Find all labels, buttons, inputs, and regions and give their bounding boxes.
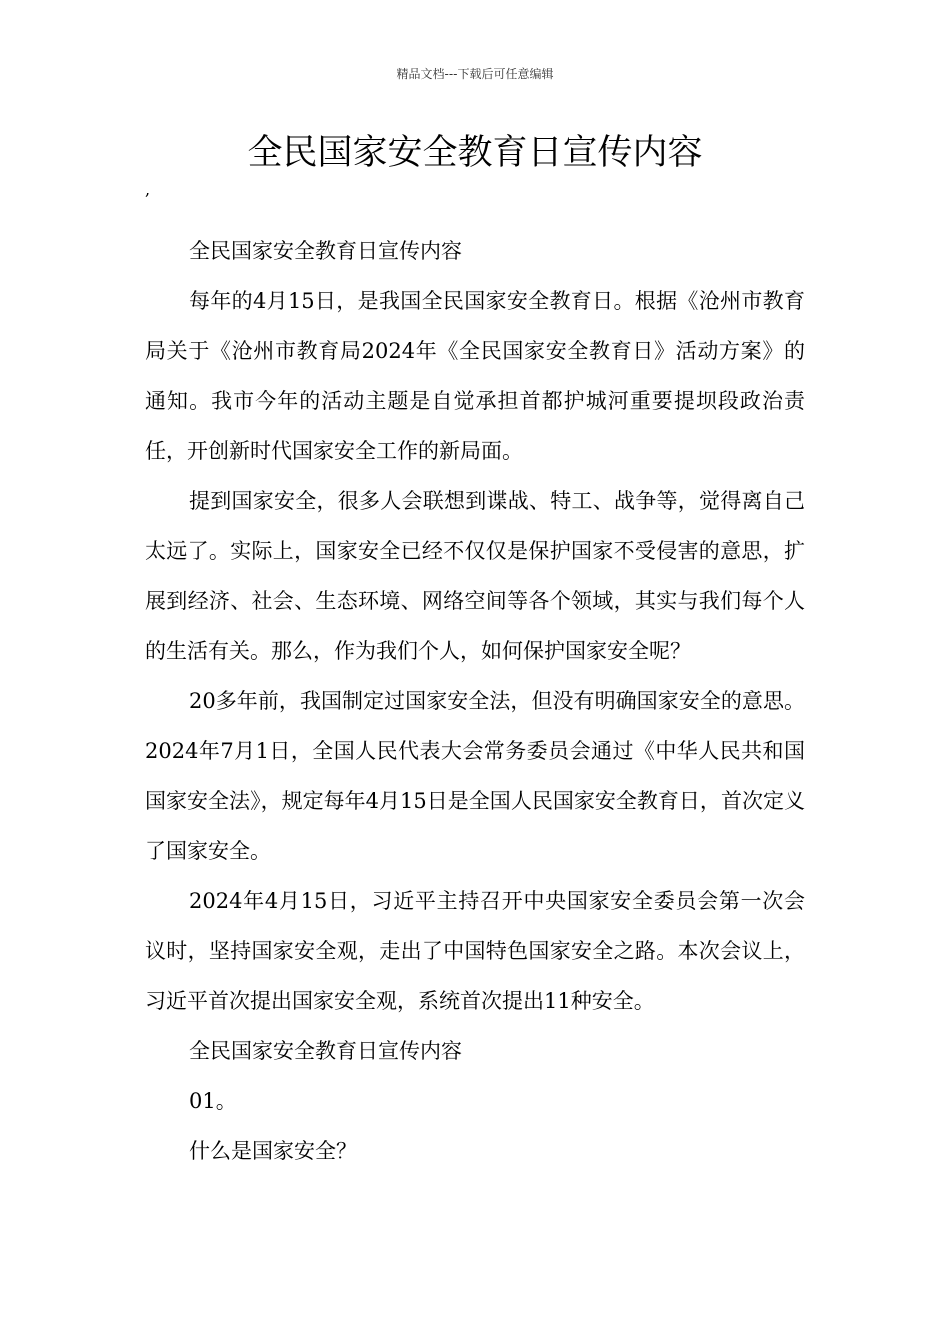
stray-mark: , (145, 180, 151, 199)
paragraph-question: 什么是国家安全？ (189, 1139, 357, 1163)
page-header: 精品文档---下载后可任意编辑 (396, 67, 554, 81)
document-body (145, 226, 805, 1176)
paragraph-law-history: 20多年前，我国制定过国家安全法，但没有明确国家安全的意思。2024年7月1日，全国人民代表大会常务委员会通过《中华人民共和国国家安全法》，规定每年4月15日是全国人民国家安全教育日，首次定义了国家安全。 (145, 689, 805, 863)
paragraph-section-heading: 全民国家安全教育日宣传内容 (189, 1039, 462, 1063)
paragraph-intro: 每年的4月15日，是我国全民国家安全教育日。根据《沧州市教育局关于《沧州市教育局2024年《全民国家安全教育日》活动方案》的通知。我市今年的活动主题是自觉承担首都护城河重要提坝段政治责任，开创新时代国家安全工作的新局面。 (145, 289, 805, 463)
document-title: 全民国家安全教育日宣传内容 (247, 133, 703, 173)
paragraph-scope: 提到国家安全，很多人会联想到谍战、特工、战争等，觉得离自己太远了。实际上，国家安全已经不仅仅是保护国家不受侵害的意思，扩展到经济、社会、生态环境、网络空间等各个领域，其实与我们每个人的生活有关。那么，作为我们个人，如何保护国家安全呢？ (145, 489, 805, 663)
paragraph-section-number: 01。 (189, 1089, 237, 1113)
paragraph-subtitle: 全民国家安全教育日宣传内容 (189, 239, 462, 263)
paragraph-security-concept: 2024年4月15日，习近平主持召开中央国家安全委员会第一次会议时，坚持国家安全观，走出了中国特色国家安全之路。本次会议上，习近平首次提出国家安全观，系统首次提出11种安全。 (145, 889, 805, 1013)
